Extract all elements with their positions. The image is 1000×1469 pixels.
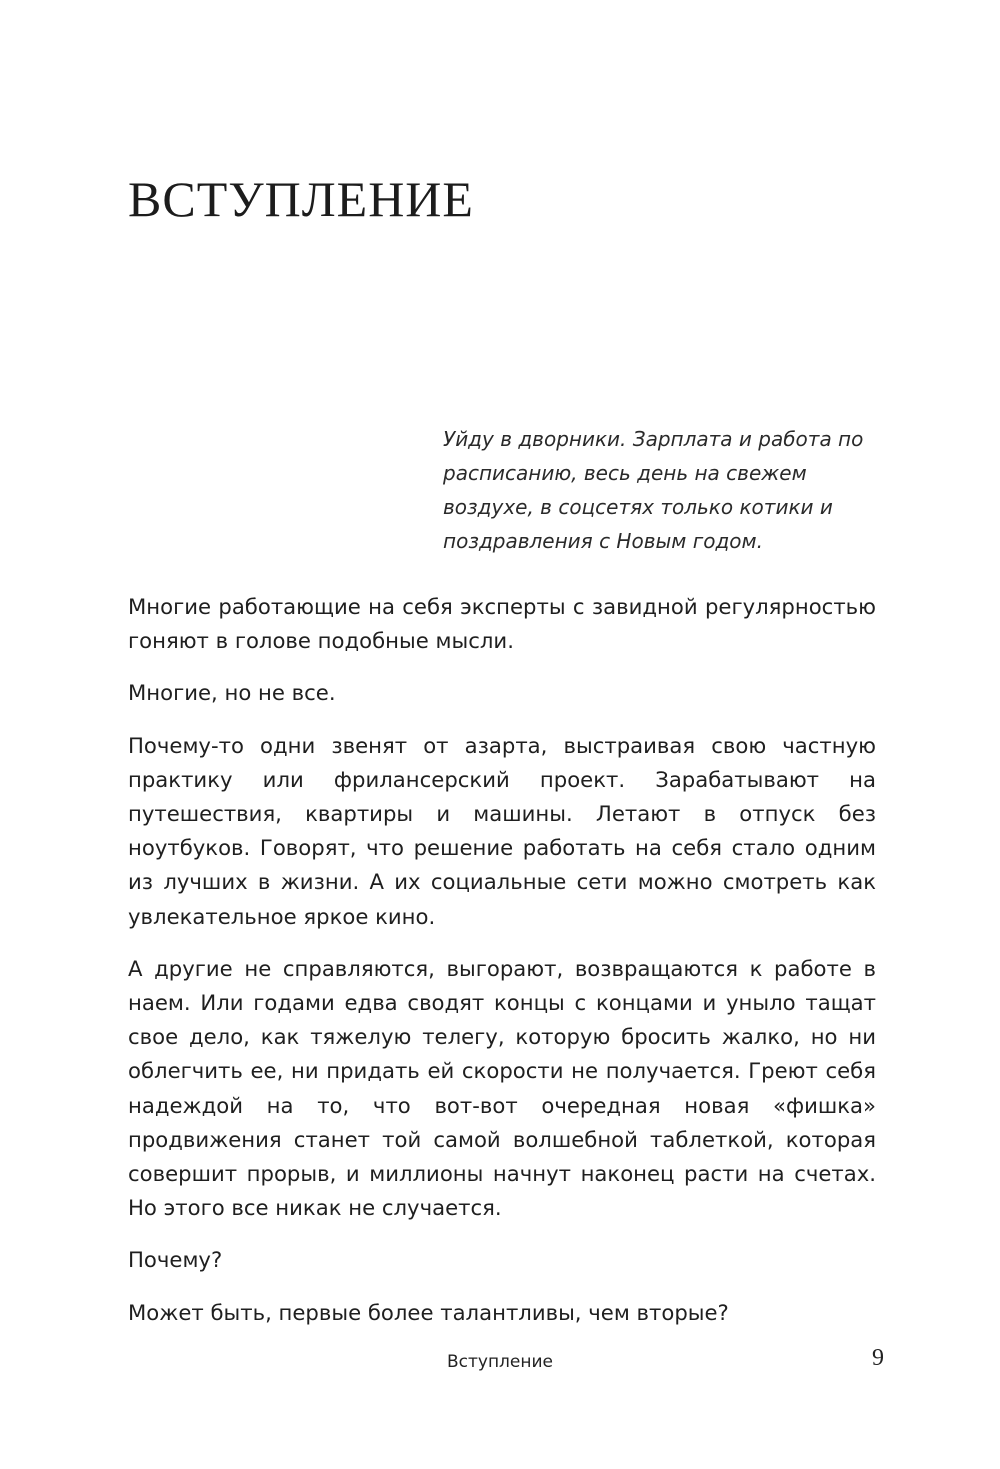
paragraph: А другие не справляются, выгорают, возвращаются к работе в наем. Или годами едва сводят концы с концами и уныло тащат свое дело, как тяжелую телегу, которую бросить жалко, но ни облегчить ее, ни придать ей скорости не получается. Греют себя надеждой на то, что вот-вот очередная новая «фишка» продвижения станет той самой волшебной таблеткой, которая совершит прорыв, и миллионы начнут наконец расти на счетах. Но этого все никак не случается. <box>128 955 876 1221</box>
paragraph: Почему? <box>128 1247 223 1273</box>
paragraph: Многие работающие на себя эксперты с завидной регулярностью гоняют в голове подобные мысли. <box>128 594 876 654</box>
running-footer-title: Вступление <box>446 1352 554 1372</box>
chapter-title: ВСТУПЛЕНИЕ <box>128 171 474 227</box>
paragraph: Почему-то одни звенят от азарта, выстраивая свою частную практику или фрилансерский проект. Зарабатывают на путешествия, квартиры и машины. Летают в отпуск без ноутбуков. Говорят, что решение работать на себя стало одним из лучших в жизни. А их социальные сети можно смотреть как увлекательное яркое кино. <box>128 732 876 929</box>
paragraph: Может быть, первые более талантливы, чем вторые? <box>128 1299 729 1325</box>
page-number: 9 <box>872 1345 884 1371</box>
paragraph: Многие, но не все. <box>128 680 336 706</box>
epigraph: Уйду в дворники. Зарплата и работа по расписанию, весь день на свежем воздухе, в соцсетях только котики и поздравления с Новым годом. <box>443 427 864 553</box>
body-text <box>128 590 876 1348</box>
